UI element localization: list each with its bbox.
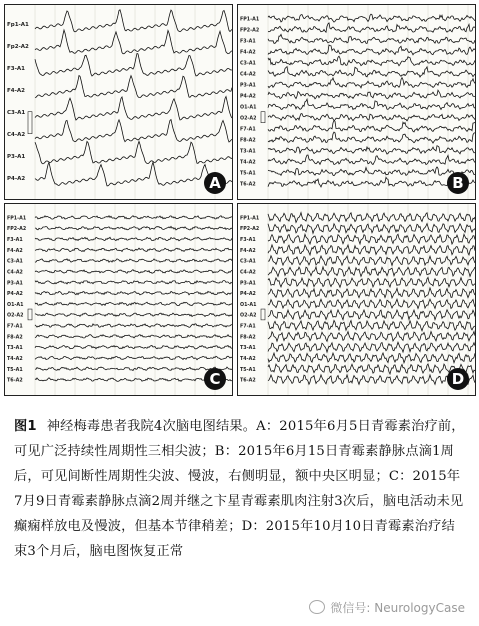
channel-label: T3-A1 bbox=[240, 149, 256, 155]
eeg-trace bbox=[268, 353, 475, 363]
channel-label: C3-A1 bbox=[240, 61, 256, 67]
channel-label: FP2-A2 bbox=[7, 227, 27, 233]
eeg-trace bbox=[268, 90, 475, 99]
eeg-trace bbox=[268, 114, 475, 121]
eeg-traces-b bbox=[238, 5, 475, 199]
eeg-trace bbox=[268, 132, 475, 143]
eeg-trace bbox=[268, 364, 475, 374]
channel-label: F8-A2 bbox=[240, 138, 256, 144]
channel-label: C3-A1 bbox=[7, 259, 23, 265]
channel-label: P3-A1 bbox=[240, 281, 256, 287]
eeg-trace bbox=[268, 234, 475, 244]
channel-label: C4-A2 bbox=[7, 132, 26, 138]
channel-label: T3-A1 bbox=[7, 346, 23, 352]
channel-label: FP2-A2 bbox=[240, 28, 260, 34]
eeg-trace bbox=[35, 53, 232, 76]
channel-label: T6-A2 bbox=[240, 182, 256, 188]
eeg-panel-b bbox=[237, 4, 476, 200]
channel-label: P4-A2 bbox=[240, 292, 256, 298]
channel-label: P3-A1 bbox=[7, 154, 26, 160]
channel-label: F7-A1 bbox=[7, 324, 23, 330]
channel-label: F3-A1 bbox=[7, 66, 25, 72]
eeg-trace bbox=[35, 30, 232, 54]
figure-label: 图1 bbox=[14, 419, 37, 434]
channel-label: F7-A1 bbox=[240, 324, 256, 330]
eeg-trace bbox=[35, 259, 232, 262]
eeg-trace bbox=[268, 288, 475, 298]
eeg-trace bbox=[268, 256, 475, 266]
eeg-trace bbox=[268, 167, 475, 176]
channel-label: P3-A1 bbox=[240, 83, 256, 89]
channel-label: P3-A1 bbox=[7, 281, 23, 287]
channel-label: T5-A1 bbox=[240, 171, 256, 177]
channel-label: O2-A2 bbox=[7, 313, 24, 319]
wechat-icon bbox=[309, 600, 325, 614]
watermark-text: 微信号: NeurologyCase bbox=[330, 601, 465, 615]
eeg-trace bbox=[268, 375, 475, 385]
eeg-trace bbox=[35, 141, 232, 163]
panel-label-b: B bbox=[447, 172, 469, 194]
eeg-trace bbox=[268, 45, 475, 55]
eeg-trace bbox=[35, 237, 232, 241]
eeg-trace bbox=[35, 367, 232, 371]
eeg-traces-a bbox=[5, 5, 232, 199]
eeg-trace bbox=[268, 320, 475, 330]
channel-label: FP1-A1 bbox=[7, 216, 27, 222]
eeg-trace bbox=[35, 76, 232, 98]
channel-label: C4-A2 bbox=[240, 270, 256, 276]
channel-label: T5-A1 bbox=[240, 367, 256, 373]
eeg-panel-a bbox=[4, 4, 233, 200]
eeg-trace bbox=[268, 67, 475, 77]
channel-label: FP2-A2 bbox=[240, 227, 260, 233]
eeg-trace bbox=[35, 248, 232, 252]
eeg-trace bbox=[35, 346, 232, 349]
figure-caption bbox=[14, 414, 466, 564]
channel-label: O1-A1 bbox=[240, 105, 257, 111]
eeg-trace bbox=[268, 121, 475, 132]
channel-label: O1-A1 bbox=[7, 302, 24, 308]
channel-label: T5-A1 bbox=[7, 367, 23, 373]
scale-marker bbox=[28, 309, 32, 320]
eeg-trace bbox=[35, 226, 232, 230]
eeg-trace bbox=[268, 310, 475, 320]
eeg-trace bbox=[268, 56, 475, 65]
eeg-trace bbox=[268, 213, 475, 223]
eeg-trace bbox=[268, 99, 475, 109]
channel-label: F4-A2 bbox=[7, 88, 25, 94]
channel-label: P4-A2 bbox=[7, 176, 26, 182]
eeg-panel-d bbox=[237, 203, 476, 396]
channel-label: F8-A2 bbox=[240, 335, 256, 341]
channel-label: T4-A2 bbox=[240, 356, 256, 362]
eeg-trace bbox=[268, 34, 475, 43]
channel-label: T3-A1 bbox=[240, 346, 256, 352]
channel-label: O2-A2 bbox=[240, 116, 257, 122]
watermark bbox=[309, 599, 465, 616]
channel-label: O2-A2 bbox=[240, 313, 257, 319]
panel-label-a: A bbox=[204, 172, 226, 194]
eeg-trace bbox=[35, 162, 232, 186]
eeg-trace bbox=[268, 224, 475, 234]
channel-label: T4-A2 bbox=[7, 356, 23, 362]
eeg-trace bbox=[35, 291, 232, 294]
channel-label: F4-A2 bbox=[7, 248, 23, 254]
channel-label: C4-A2 bbox=[7, 270, 23, 276]
eeg-trace bbox=[268, 155, 475, 165]
eeg-traces-d bbox=[238, 204, 475, 395]
eeg-trace bbox=[35, 302, 232, 305]
eeg-trace bbox=[268, 14, 475, 22]
eeg-trace bbox=[268, 177, 475, 187]
channel-label: F3-A1 bbox=[240, 39, 256, 45]
eeg-trace bbox=[35, 313, 232, 316]
eeg-trace bbox=[268, 342, 475, 352]
channel-label: Fp1-A1 bbox=[7, 22, 29, 28]
eeg-trace bbox=[268, 332, 475, 342]
channel-label: F4-A2 bbox=[240, 50, 256, 56]
channel-label: Fp2-A2 bbox=[7, 44, 29, 50]
channel-label: C4-A2 bbox=[240, 72, 256, 78]
eeg-trace bbox=[35, 378, 232, 382]
eeg-trace bbox=[268, 299, 475, 308]
scale-marker bbox=[261, 112, 265, 123]
channel-label: FP1-A1 bbox=[240, 17, 260, 23]
scale-marker bbox=[261, 309, 265, 320]
eeg-trace bbox=[35, 324, 232, 328]
panel-label-d: D bbox=[447, 368, 469, 390]
eeg-trace bbox=[35, 10, 232, 32]
channel-label: F4-A2 bbox=[240, 248, 256, 254]
channel-label: F8-A2 bbox=[7, 335, 23, 341]
eeg-trace bbox=[35, 97, 232, 120]
panel-label-c: C bbox=[204, 368, 226, 390]
channel-label: FP1-A1 bbox=[240, 216, 260, 222]
channel-label: C3-A1 bbox=[7, 110, 26, 116]
eeg-traces-c bbox=[5, 204, 232, 395]
channel-label: F7-A1 bbox=[240, 127, 256, 133]
eeg-panel-c bbox=[4, 203, 233, 396]
caption-text: 神经梅毒患者我院4次脑电图结果。A：2015年6月5日青霉素治疗前，可见广泛持续性周期性三相尖波；B：2015年6月15日青霉素静脉点滴1周后，可见间断性周期性尖波、慢波，右侧明显，额中央区明显；C：2015年7月9日青霉素静脉点滴2周并继之卞星青霉素肌肉注射3次后，脑电活动未见癫痫样放电及慢波，但基本节律稍差；D：2015年10月10日青霉素治疗结束3个月后，脑电图恢复正常 bbox=[14, 419, 465, 559]
channel-label: P4-A2 bbox=[7, 292, 23, 298]
channel-label: T6-A2 bbox=[240, 378, 256, 384]
channel-label: C3-A1 bbox=[240, 259, 256, 265]
eeg-trace bbox=[35, 335, 232, 338]
eeg-trace bbox=[268, 146, 475, 154]
channel-label: T4-A2 bbox=[240, 160, 256, 166]
eeg-trace bbox=[35, 270, 232, 274]
eeg-trace bbox=[35, 281, 232, 284]
eeg-trace bbox=[268, 23, 475, 32]
eeg-trace bbox=[268, 78, 475, 88]
eeg-trace bbox=[35, 120, 232, 142]
eeg-trace bbox=[35, 216, 232, 219]
scale-marker bbox=[28, 112, 32, 134]
eeg-trace bbox=[35, 356, 232, 360]
channel-label: F3-A1 bbox=[7, 238, 23, 244]
eeg-trace bbox=[268, 277, 475, 287]
eeg-trace bbox=[268, 267, 475, 277]
channel-label: F3-A1 bbox=[240, 238, 256, 244]
channel-label: P4-A2 bbox=[240, 94, 256, 100]
channel-label: T6-A2 bbox=[7, 378, 23, 384]
channel-label: O1-A1 bbox=[240, 302, 257, 308]
eeg-trace bbox=[268, 245, 475, 255]
